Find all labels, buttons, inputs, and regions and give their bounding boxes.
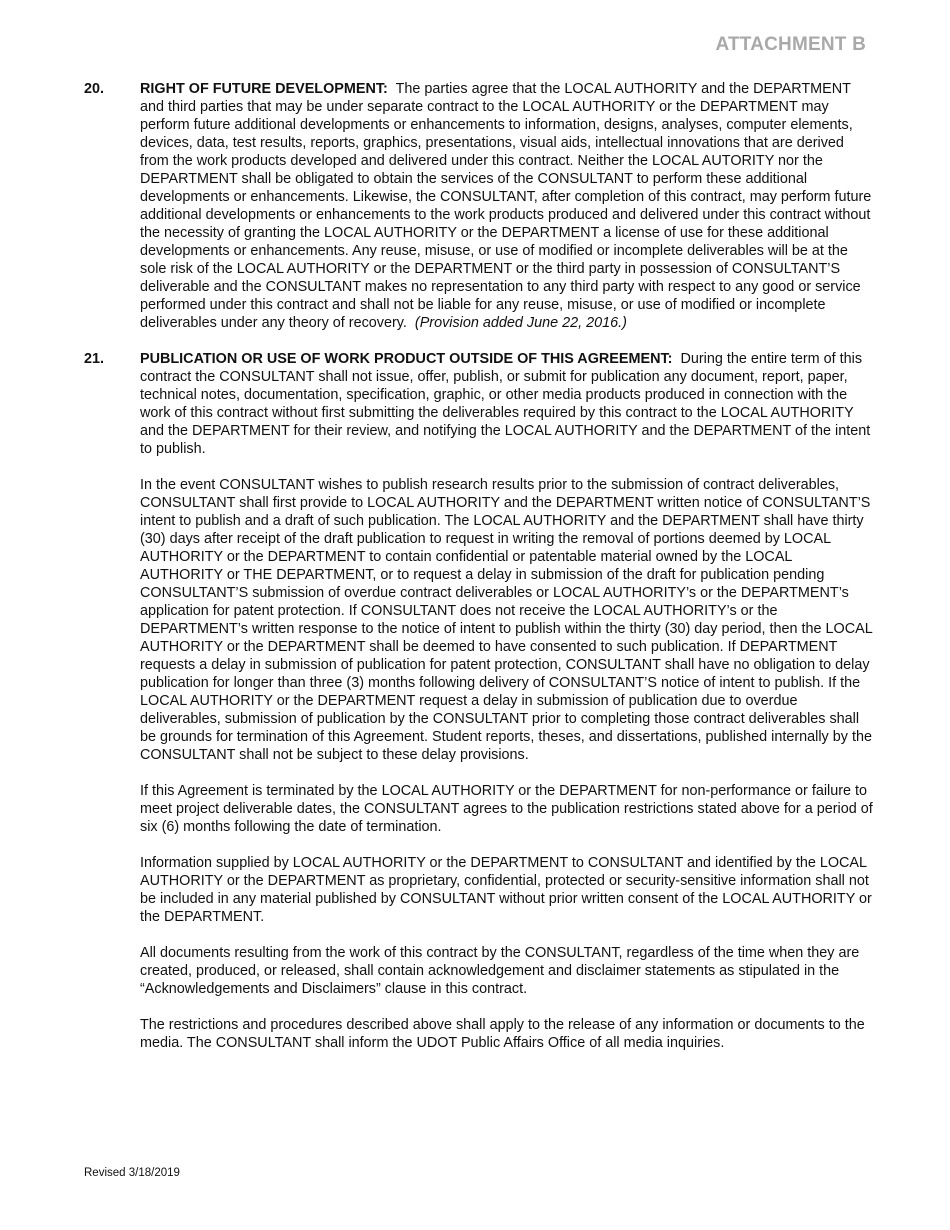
section-20 xyxy=(84,80,874,332)
paragraph-publication-notice: In the event CONSULTANT wishes to publish research results prior to the submission of contract deliverables, CONSULTANT shall first provide to LOCAL AUTHORITY and the DEPARTMENT written notice of CONSULTANT’S intent to publish and a draft of such publication. The LOCAL AUTHORITY and the DEPARTMENT shall have thirty (30) days after receipt of the draft publication to request in writing the removal of portions deemed by LOCAL AUTHORITY or the DEPARTMENT to contain confidential or patentable material owned by the LOCAL AUTHORITY or THE DEPARTMENT, or to request a delay in submission of the draft for publication pending CONSULTANT’S submission of overdue contract deliverables or LOCAL AUTHORITY’s or the DEPARTMENT’s application for patent protection. If CONSULTANT does not receive the LOCAL AUTHORITY’s or the DEPARTMENT’s written response to the notice of intent to publish within the thirty (30) day period, then the LOCAL AUTHORITY or the DEPARTMENT shall be deemed to have consented to such publication. If DEPARTMENT requests a delay in submission of publication for patent protection, CONSULTANT shall have no obligation to delay publication for longer than three (3) months following delivery of CONSULTANT’S notice of intent to publish. If the LOCAL AUTHORITY or the DEPARTMENT request a delay in submission of publication due to overdue deliverables, submission of publication by the CONSULTANT prior to completing those contract deliverables shall be grounds for termination of this Agreement. Student reports, theses, and dissertations, published internally by the CONSULTANT shall not be subject to these delay provisions. xyxy=(140,477,873,763)
section-title: PUBLICATION OR USE OF WORK PRODUCT OUTSIDE OF THIS AGREEMENT: xyxy=(140,351,673,367)
paragraph-acknowledgements: All documents resulting from the work of this contract by the CONSULTANT, regardless of the time when they are created, produced, or released, shall contain acknowledgement and disclaimer statements as stipulated in the “Acknowledgements and Disclaimers” clause in this contract. xyxy=(140,945,860,997)
section-paragraph xyxy=(140,350,874,458)
provision-note: (Provision added June 22, 2016.) xyxy=(414,315,627,331)
section-number: 21. xyxy=(84,351,105,367)
revision-date: Revised 3/18/2019 xyxy=(84,1167,180,1179)
section-paragraph xyxy=(140,80,874,332)
paragraph-confidential-info: Information supplied by LOCAL AUTHORITY or the DEPARTMENT to CONSULTANT and identified by the LOCAL AUTHORITY or the DEPARTMENT as proprietary, confidential, protected or security-sensitive information shall not be included in any material published by CONSULTANT without prior written consent of the LOCAL AUTHORITY or the DEPARTMENT. xyxy=(140,855,872,925)
section-text: During the entire term of this contract the CONSULTANT shall not issue, offer, publish, or submit for publication any document, report, paper, technical notes, documentation, specification, graphic, or other media products produced in connection with the work of this contract without first submitting the deliverables required by this contract to the LOCAL AUTHORITY and the DEPARTMENT for their review, and notifying the LOCAL AUTHORITY and the DEPARTMENT of the intent to publish. xyxy=(140,351,871,457)
section-title: RIGHT OF FUTURE DEVELOPMENT: xyxy=(140,81,388,97)
section-21 xyxy=(84,350,874,1052)
document-body xyxy=(84,80,874,1070)
attachment-label: ATTACHMENT B xyxy=(715,34,866,55)
section-number: 20. xyxy=(84,81,105,97)
paragraph-media-release: The restrictions and procedures described above shall apply to the release of any information or documents to the media. The CONSULTANT shall inform the UDOT Public Affairs Office of all media inquiries. xyxy=(140,1017,865,1051)
paragraph-termination: If this Agreement is terminated by the LOCAL AUTHORITY or the DEPARTMENT for non-performance or failure to meet project deliverable dates, the CONSULTANT agrees to the publication restrictions stated above for a period of six (6) months following the date of termination. xyxy=(140,783,873,835)
section-text: The parties agree that the LOCAL AUTHORITY and the DEPARTMENT and third parties that may be under separate contract to the LOCAL AUTHORITY or the DEPARTMENT may perform future additional developments or enhancements to information, designs, analyses, computer elements, devices, data, test results, reports, graphics, presentations, visual aids, intellectual innovations that are derived from the work products developed and delivered under this contract. Neither the LOCAL AUTORITY nor the DEPARTMENT shall be obligated to obtain the services of the CONSULTANT to perform these additional developments or enhancements. Likewise, the CONSULTANT, after completion of this contract, may perform future additional developments or enhancements to the work products produced and delivered under this contract without the necessity of granting the LOCAL AUTHORITY or the DEPARTMENT a license of use for these additional developments or enhancements. Any reuse, misuse, or use of modified or incomplete deliverables will be at the sole risk of the LOCAL AUTHORITY or the DEPARTMENT or the third party in possession of CONSULTANT’S deliverable and the CONSULTANT makes no representation to any third party with respect to any good or service performed under this contract and shall not be liable for any reuse, misuse, or use of modified or incomplete deliverables under any theory of recovery. xyxy=(140,81,872,331)
